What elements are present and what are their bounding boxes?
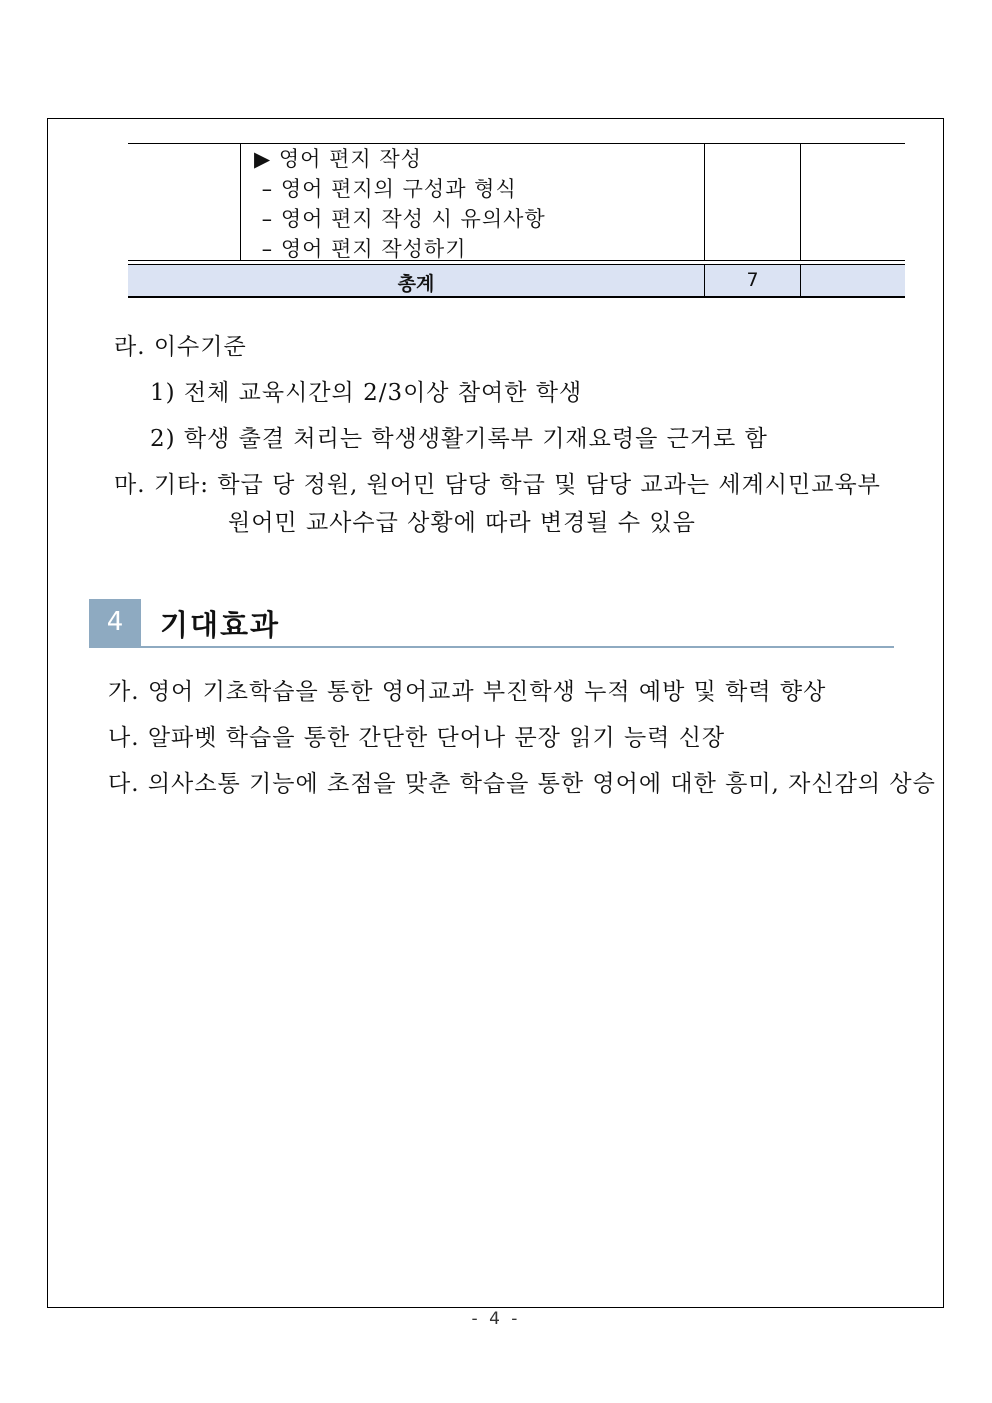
total-row <box>128 265 905 298</box>
table-row <box>128 143 905 260</box>
column-divider <box>704 144 705 260</box>
section-number: 4 <box>89 599 141 646</box>
effect-item: 가. 영어 기초학습을 통한 영어교과 부진학생 누적 예방 및 학력 향상 <box>108 679 827 705</box>
table-line: ▶ 영어 편지 작성 <box>254 147 422 171</box>
table-line: – 영어 편지의 구성과 형식 <box>254 177 517 201</box>
column-divider <box>800 144 801 260</box>
effect-item: 나. 알파벳 학습을 통한 간단한 단어나 문장 읽기 능력 신장 <box>108 725 726 751</box>
section-rule <box>89 646 894 648</box>
total-label: 총계 <box>397 273 435 295</box>
other-line: 원어민 교사수급 상황에 따라 변경될 수 있음 <box>228 510 696 536</box>
effect-item: 다. 의사소통 기능에 초점을 맞춘 학습을 통한 영어에 대한 흥미, 자신감의 상승 <box>108 771 936 797</box>
criteria-item: 2) 학생 출결 처리는 학생생활기록부 기재요령을 근거로 함 <box>150 426 768 452</box>
table-cell-content <box>254 144 546 264</box>
curriculum-table <box>128 143 905 298</box>
table-line: – 영어 편지 작성 시 유의사항 <box>254 207 546 231</box>
page-number: - 4 - <box>471 1309 521 1329</box>
table-line: – 영어 편지 작성하기 <box>254 237 467 261</box>
criteria-heading: 라. 이수기준 <box>114 334 247 360</box>
criteria-item: 1) 전체 교육시간의 2/3이상 참여한 학생 <box>150 380 583 406</box>
other-line: 마. 기타: 학급 당 정원, 원어민 담당 학급 및 담당 교과는 세계시민교육부 <box>114 472 881 498</box>
column-divider <box>240 144 241 260</box>
column-divider <box>800 265 801 296</box>
section-title: 기대효과 <box>160 608 281 642</box>
total-value: 7 <box>746 269 759 291</box>
